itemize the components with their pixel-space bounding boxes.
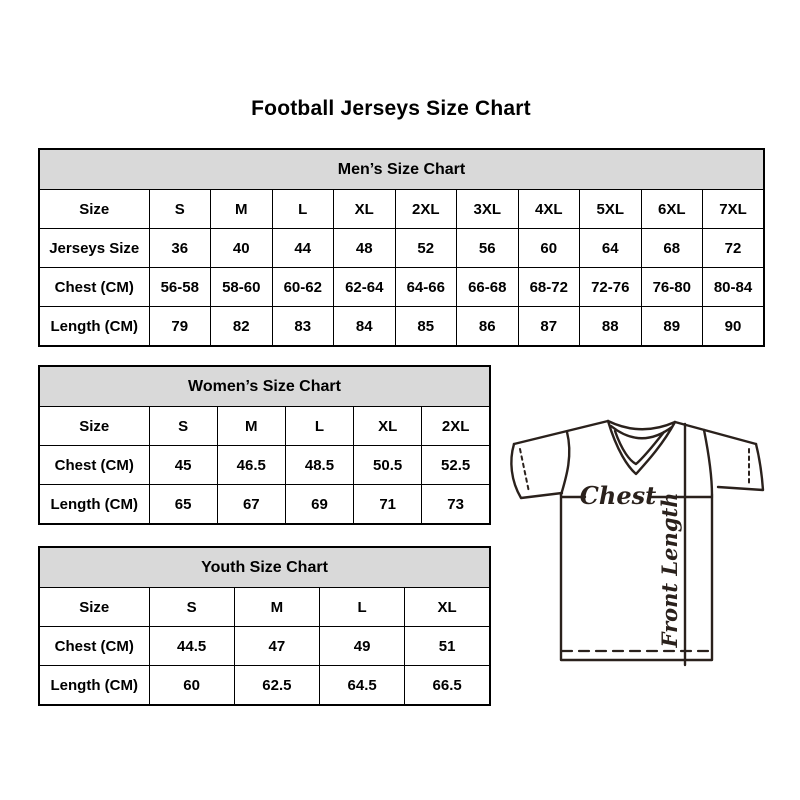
row-label: Chest (CM) — [39, 268, 149, 307]
cell: 44 — [272, 229, 334, 268]
cell: 5XL — [580, 190, 642, 229]
page-title: Football Jerseys Size Chart — [251, 97, 531, 120]
row-label: Size — [39, 588, 149, 627]
womens-size-chart-section — [38, 365, 491, 525]
cell: 79 — [149, 307, 211, 347]
table-row — [39, 407, 490, 446]
cell: 44.5 — [149, 627, 234, 666]
youth-size-chart-section — [38, 546, 491, 706]
cell: 83 — [272, 307, 334, 347]
cell: M — [217, 407, 285, 446]
men-size-table — [38, 148, 765, 347]
cell: XL — [354, 407, 422, 446]
chest-label: Chest — [579, 481, 657, 510]
cell: 68-72 — [518, 268, 580, 307]
cell: 69 — [285, 485, 353, 525]
cell: 76-80 — [641, 268, 703, 307]
cell: 72-76 — [580, 268, 642, 307]
table-row — [39, 666, 490, 706]
cell: 60 — [149, 666, 234, 706]
cell: 82 — [211, 307, 273, 347]
jersey-left-armhole-seam — [561, 432, 569, 495]
cell: 48 — [334, 229, 396, 268]
row-label: Chest (CM) — [39, 627, 149, 666]
cell: 47 — [234, 627, 319, 666]
cell: 36 — [149, 229, 211, 268]
cell: 62.5 — [234, 666, 319, 706]
cell: 73 — [422, 485, 490, 525]
youth-table-header: Youth Size Chart — [39, 547, 490, 588]
table-row — [39, 190, 764, 229]
cell: 88 — [580, 307, 642, 347]
jersey-left-sleeve — [511, 444, 562, 498]
cell: 67 — [217, 485, 285, 525]
left-cuff-dashed-line — [520, 449, 529, 492]
row-label: Jerseys Size — [39, 229, 149, 268]
cell: 56 — [457, 229, 519, 268]
cell: XL — [334, 190, 396, 229]
cell: 49 — [320, 627, 405, 666]
cell: 56-58 — [149, 268, 211, 307]
cell: 52.5 — [422, 446, 490, 485]
cell: 2XL — [422, 407, 490, 446]
cell: 90 — [703, 307, 765, 347]
cell: 80-84 — [703, 268, 765, 307]
cell: 45 — [149, 446, 217, 485]
cell: L — [285, 407, 353, 446]
cell: L — [272, 190, 334, 229]
jersey-collar-back-arcs — [608, 421, 675, 438]
cell: 64.5 — [320, 666, 405, 706]
cell: 60 — [518, 229, 580, 268]
women-size-table — [38, 365, 491, 525]
cell: 66-68 — [457, 268, 519, 307]
cell: M — [211, 190, 273, 229]
cell: 62-64 — [334, 268, 396, 307]
cell: 65 — [149, 485, 217, 525]
row-label: Size — [39, 190, 149, 229]
cell: 86 — [457, 307, 519, 347]
row-label: Length (CM) — [39, 666, 149, 706]
cell: S — [149, 190, 211, 229]
cell: 7XL — [703, 190, 765, 229]
jersey-right-armhole-seam — [704, 430, 712, 495]
table-row — [39, 627, 490, 666]
table-row — [39, 268, 764, 307]
cell: 40 — [211, 229, 273, 268]
cell: 60-62 — [272, 268, 334, 307]
jersey-body-outline — [561, 492, 712, 660]
jersey-measurement-diagram — [500, 408, 772, 670]
cell: 6XL — [641, 190, 703, 229]
table-row — [39, 485, 490, 525]
cell: 3XL — [457, 190, 519, 229]
cell: 52 — [395, 229, 457, 268]
cell: M — [234, 588, 319, 627]
cell: 64-66 — [395, 268, 457, 307]
jersey-right-shoulder-line — [675, 422, 756, 444]
table-row — [39, 229, 764, 268]
cell: 72 — [703, 229, 765, 268]
jersey-left-shoulder-line — [514, 421, 608, 444]
cell: XL — [405, 588, 490, 627]
mens-size-chart-section — [38, 148, 765, 347]
cell: 4XL — [518, 190, 580, 229]
cell: 87 — [518, 307, 580, 347]
cell: 71 — [354, 485, 422, 525]
cell: 84 — [334, 307, 396, 347]
jersey-right-sleeve — [718, 444, 763, 490]
women-table-header: Women’s Size Chart — [39, 366, 490, 407]
youth-size-table — [38, 546, 491, 706]
row-label: Chest (CM) — [39, 446, 149, 485]
table-row — [39, 446, 490, 485]
row-label: Length (CM) — [39, 307, 149, 347]
cell: L — [320, 588, 405, 627]
cell: 2XL — [395, 190, 457, 229]
cell: 51 — [405, 627, 490, 666]
front-length-label: Front Length — [657, 492, 682, 648]
row-label: Length (CM) — [39, 485, 149, 525]
cell: 66.5 — [405, 666, 490, 706]
men-table-header: Men’s Size Chart — [39, 149, 764, 190]
cell: 85 — [395, 307, 457, 347]
table-row — [39, 588, 490, 627]
table-row — [39, 307, 764, 347]
cell: 68 — [641, 229, 703, 268]
cell: S — [149, 407, 217, 446]
cell: 46.5 — [217, 446, 285, 485]
row-label: Size — [39, 407, 149, 446]
cell: 58-60 — [211, 268, 273, 307]
cell: 50.5 — [354, 446, 422, 485]
cell: 89 — [641, 307, 703, 347]
cell: S — [149, 588, 234, 627]
cell: 64 — [580, 229, 642, 268]
cell: 48.5 — [285, 446, 353, 485]
